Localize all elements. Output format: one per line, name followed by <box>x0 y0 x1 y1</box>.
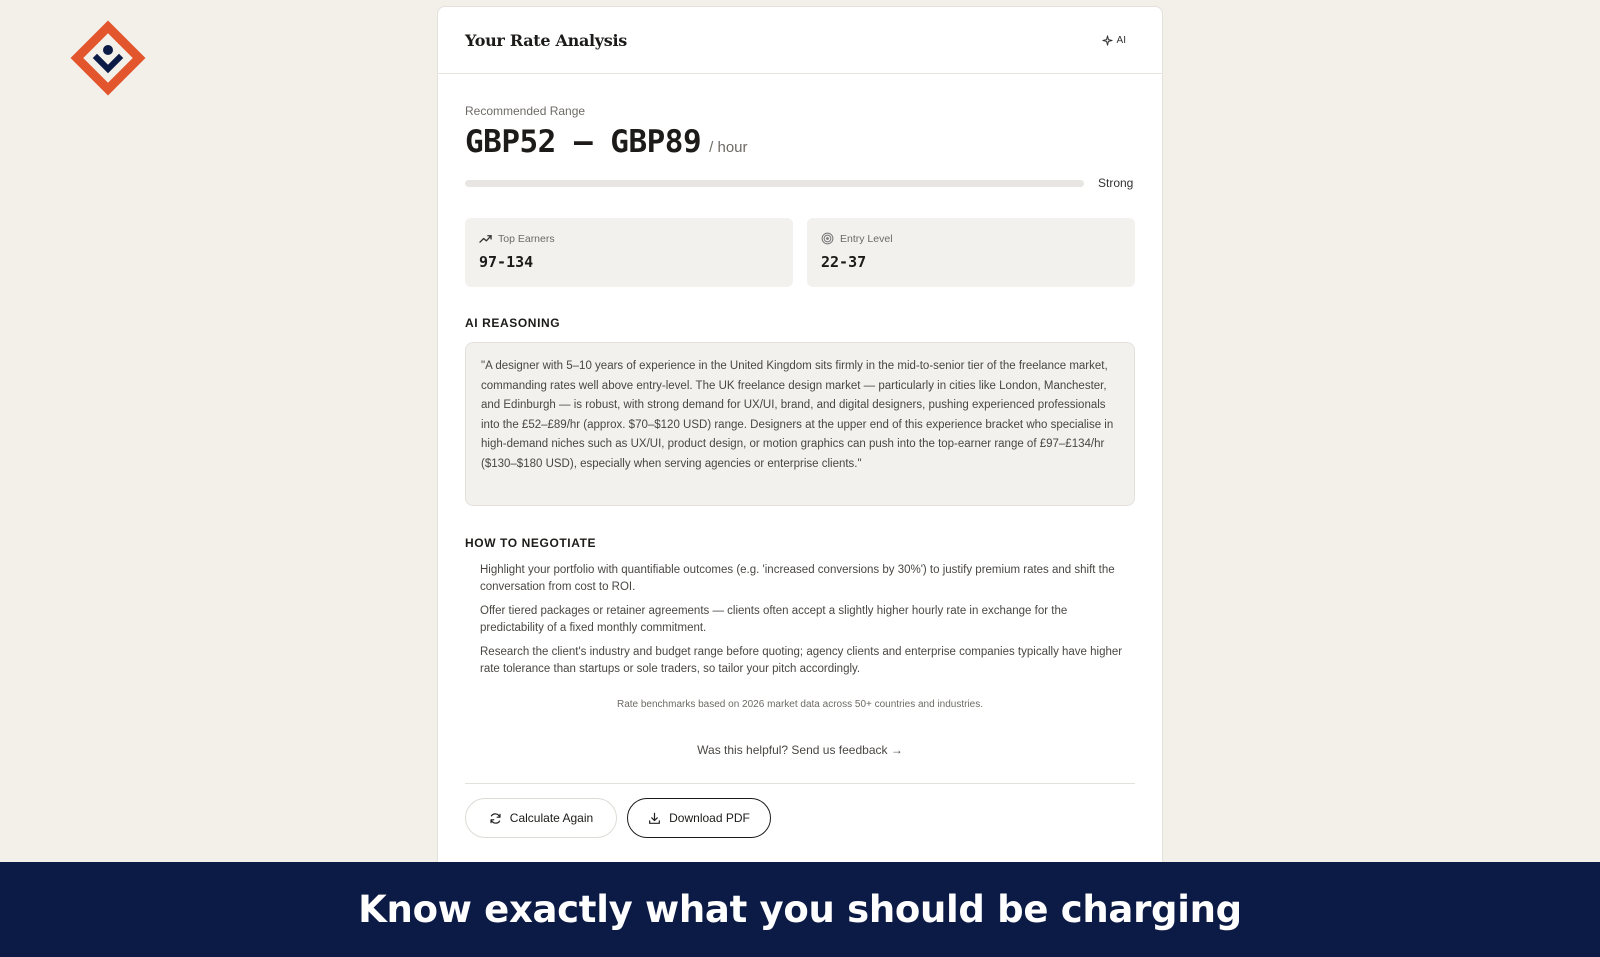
recommended-range-label: Recommended Range <box>465 104 586 118</box>
strength-bar <box>465 180 1084 187</box>
divider <box>465 783 1135 784</box>
download-pdf-label: Download PDF <box>669 811 750 825</box>
range-unit: / hour <box>709 139 748 156</box>
ai-badge-label: AI <box>1116 34 1126 46</box>
strength-meter <box>465 176 1135 190</box>
download-pdf-button[interactable] <box>627 798 771 838</box>
caption-bar <box>0 862 1600 957</box>
feedback-link[interactable]: Was this helpful? Send us feedback → <box>697 743 903 757</box>
ai-reasoning-text: "A designer with 5–10 years of experience in the United Kingdom sits firmly in the mid-to-senior tier of the freelance market, commanding rates well above entry-level. The UK freelance design market — particularly in cities like London, Manchester, and Edinburgh — is robust, with strong demand for UX/UI, brand, and digital designers, pushing experienced professionals into the £52–£89/hr (approx. $70–$120 USD) range. Designers at the upper end of this experience bracket who specialise in high-demand niches such as UX/UI, product design, or motion graphics can push into the top-earner range of £97–£134/hr ($130–$180 USD), especially when serving agencies or enterprise clients." <box>465 342 1135 506</box>
refresh-icon <box>489 812 502 825</box>
entry-level-label: Entry Level <box>840 232 893 245</box>
card-header <box>438 7 1162 74</box>
calculate-again-button[interactable] <box>465 798 617 838</box>
range-value: GBP52 — GBP89 <box>465 124 702 160</box>
download-icon <box>648 812 661 825</box>
ai-badge <box>1102 35 1126 46</box>
entry-level-value: 22-37 <box>821 253 867 271</box>
trending-up-icon <box>479 232 492 245</box>
card-title: Your Rate Analysis <box>465 30 627 50</box>
brand-logo <box>70 20 146 96</box>
strength-label: Strong <box>1098 176 1134 190</box>
top-earners-card <box>465 218 793 287</box>
negotiate-tip: Research the client's industry and budget range before quoting; agency clients and enterprise companies typically have higher rate tolerance than startups or sole traders, so tailor your pitch accordingly. <box>480 646 1123 675</box>
top-earners-label: Top Earners <box>498 232 555 245</box>
stat-cards <box>465 218 1135 287</box>
negotiate-tips <box>465 562 1135 678</box>
calculate-again-label: Calculate Again <box>509 811 594 825</box>
recommended-range <box>465 124 1135 160</box>
caption-text: Know exactly what you should be charging <box>358 888 1242 931</box>
action-buttons <box>465 798 1135 838</box>
brand-diamond-logo-icon <box>70 20 146 96</box>
ai-reasoning-heading: AI REASONING <box>465 316 561 330</box>
entry-level-card <box>807 218 1135 287</box>
sparkle-icon <box>1102 35 1113 46</box>
rate-analysis-card <box>437 6 1163 886</box>
top-earners-value: 97-134 <box>479 253 534 271</box>
target-icon <box>821 232 834 245</box>
negotiate-heading: HOW TO NEGOTIATE <box>465 536 597 550</box>
benchmark-note: Rate benchmarks based on 2026 market data across 50+ countries and industries. <box>616 699 984 710</box>
negotiate-tip: Offer tiered packages or retainer agreements — clients often accept a slightly higher hourly rate in exchange for the predictability of a fixed monthly commitment. <box>480 605 1068 634</box>
negotiate-tip: Highlight your portfolio with quantifiable outcomes (e.g. 'increased conversions by 30%') to justify premium rates and shift the conversation from cost to ROI. <box>480 564 1115 593</box>
